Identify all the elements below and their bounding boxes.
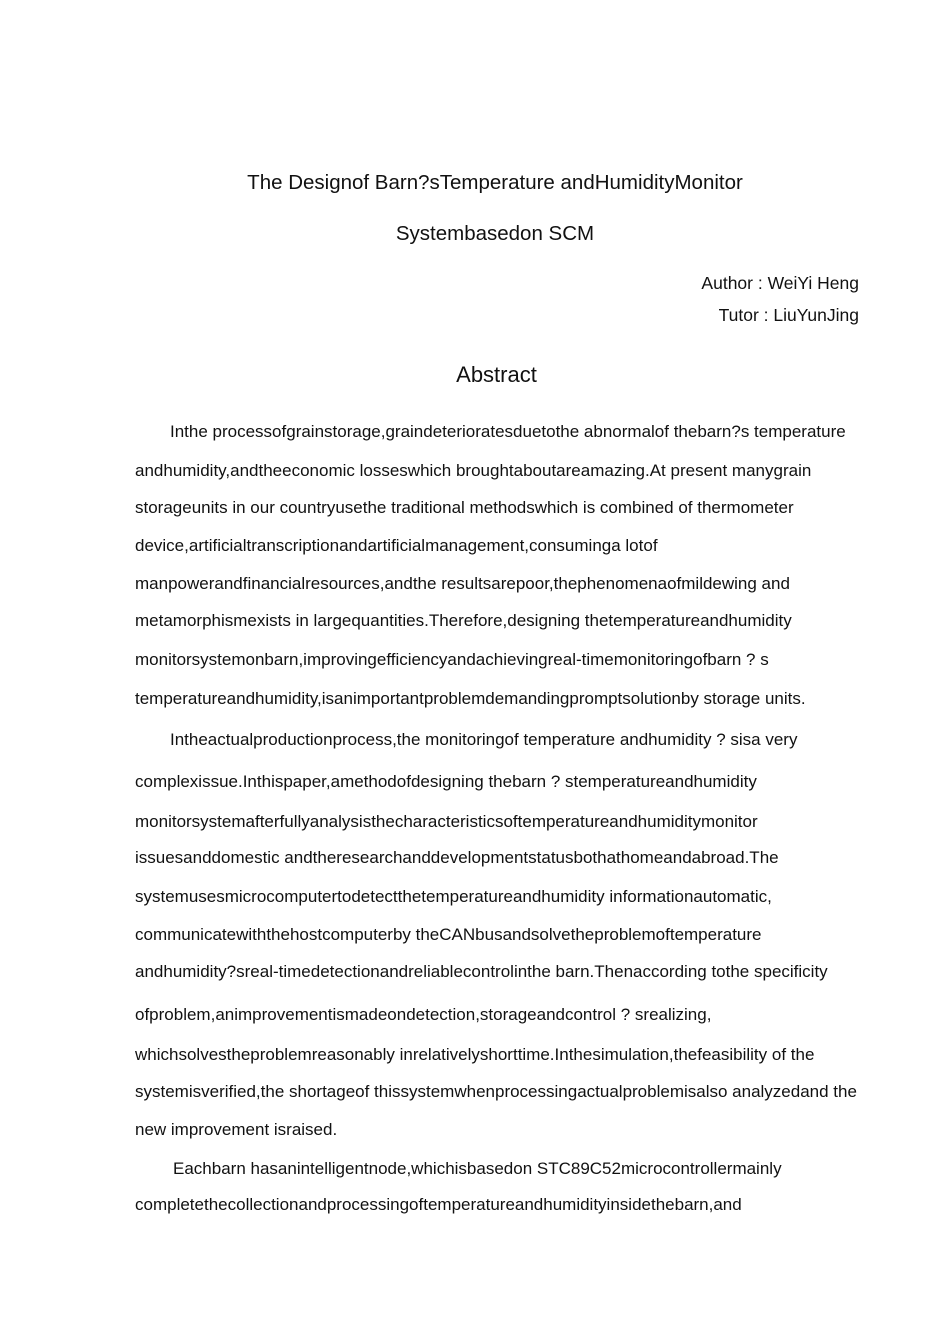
abstract-line: andhumidity?sreal-timedetectionandreliablecontrolinthe barn.Thenaccording tothe specificity	[135, 962, 828, 981]
abstract-line: andhumidity,andtheeconomic losseswhich broughtaboutareamazing.At present manygrain	[135, 461, 812, 480]
abstract-line: issuesanddomestic andtheresearchanddevelopmentstatusbothathomeandabroad.The	[135, 848, 779, 867]
abstract-line: ofproblem,animprovementismadeondetection,storageandcontrol ? srealizing,	[135, 1005, 712, 1024]
abstract-line: temperatureandhumidity,isanimportantproblemdemandingpromptsolutionby storage units.	[135, 689, 806, 708]
paper-title-line-2: Systembasedon SCM	[395, 222, 595, 245]
abstract-line: Intheactualproductionprocess,the monitoringof temperature andhumidity ? sisa very	[170, 730, 798, 749]
abstract-line: Eachbarn hasanintelligentnode,whichisbasedon STC89C52microcontrollermainly	[173, 1159, 782, 1178]
abstract-line: device,artificialtranscriptionandartificialmanagement,consuminga lotof	[135, 536, 658, 555]
abstract-line: communicatewiththehostcomputerby theCANbusandsolvetheproblemoftemperature	[135, 925, 762, 944]
abstract-line: storageunits in our countryusethe traditional methodswhich is combined of thermometer	[135, 498, 794, 517]
abstract-line: systemisverified,the shortageof thissystemwhenprocessingactualproblemisalso analyzedand the	[135, 1082, 857, 1101]
abstract-line: new improvement israised.	[135, 1120, 338, 1139]
abstract-line: complexissue.Inthispaper,amethodofdesigning thebarn ? stemperatureandhumidity	[135, 772, 757, 791]
abstract-line: Inthe processofgrainstorage,graindeterioratesduetothe abnormalof thebarn?s temperature	[170, 422, 846, 441]
author-line: Author : WeiYi Heng	[701, 273, 859, 293]
abstract-line: completethecollectionandprocessingoftemperatureandhumidityinsidethebarn,and	[135, 1195, 742, 1214]
tutor-line: Tutor : LiuYunJing	[718, 305, 859, 325]
abstract-line: manpowerandfinancialresources,andthe resultsarepoor,thephenomenaofmildewing and	[135, 574, 790, 593]
abstract-line: systemusesmicrocomputertodetectthetemperatureandhumidity informationautomatic,	[135, 887, 772, 906]
abstract-line: monitorsystemafterfullyanalysisthecharacteristicsoftemperatureandhumiditymonitor	[135, 812, 758, 831]
abstract-line: whichsolvestheproblemreasonably inrelativelyshorttime.Inthesimulation,thefeasibility of the	[135, 1045, 815, 1064]
paper-title-line-1: The Designof Barn?sTemperature andHumidityMonitor	[247, 171, 743, 194]
abstract-line: monitorsystemonbarn,improvingefficiencyandachievingreal-timemonitoringofbarn ? s	[135, 650, 769, 669]
abstract-line: metamorphismexists in largequantities.Therefore,designing thetemperatureandhumidity	[135, 611, 792, 630]
abstract-heading: Abstract	[456, 362, 537, 387]
